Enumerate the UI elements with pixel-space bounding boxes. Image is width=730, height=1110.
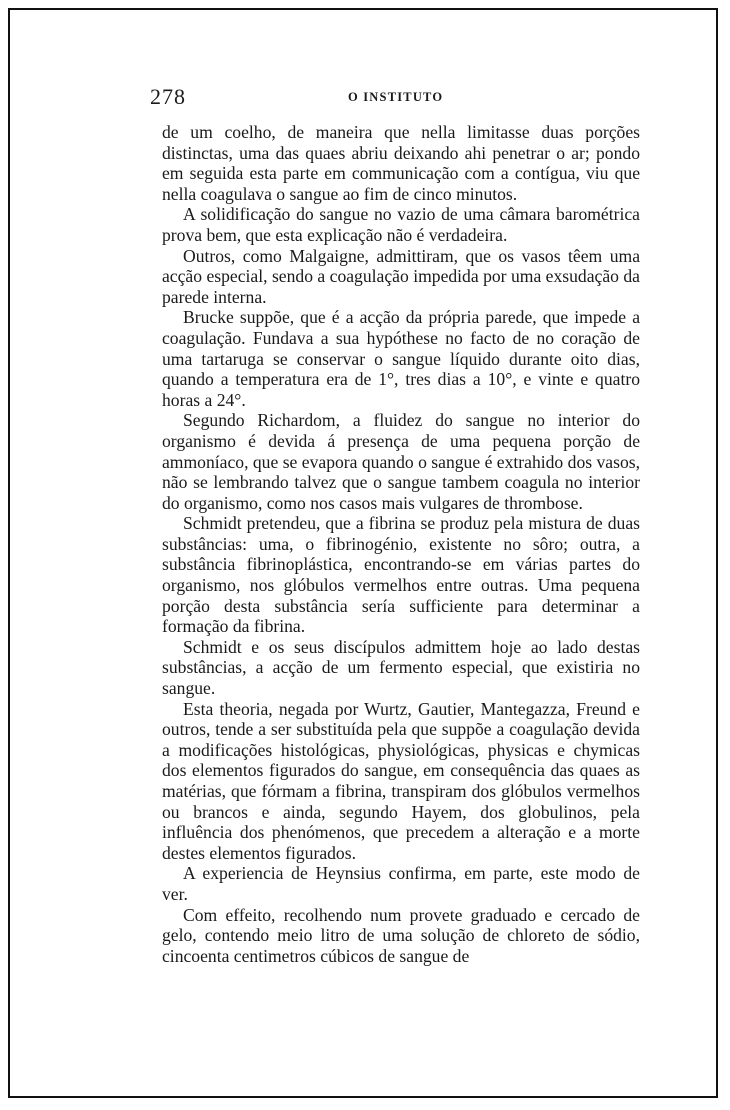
- paragraph-2: A solidificação do sangue no vazio de uma câmara barométrica prova bem, que esta explicação não é verdadeira.: [162, 204, 640, 245]
- page-header: [150, 84, 640, 108]
- paragraph-1: de um coelho, de maneira que nella limitasse duas porções distinctas, uma das quaes abriu deixando ahi penetrar o ar; pondo em seguida esta parte em communicação com a contígua, viu que nella coagulava o sangue ao fim de cinco minutos.: [162, 122, 640, 204]
- paragraph-8: Esta theoria, negada por Wurtz, Gautier, Mantegazza, Freund e outros, tende a ser substituída pela que suppõe a coagulação devida a modificações histológicas, physiológicas, physicas e chymicas dos elementos figurados do sangue, em consequência das quaes as matérias, que fórmam a fibrina, transpiram dos glóbulos vermelhos ou brancos e ainda, segundo Hayem, dos globulinos, pela influência dos phenómenos, que precedem a alteração e a morte destes elementos figurados.: [162, 698, 640, 863]
- page-number: 278: [150, 84, 186, 109]
- paragraph-5: Segundo Richardom, a fluidez do sangue no interior do organismo é devida á presença de uma pequena porção de ammoníaco, que se evapora quando o sangue é extrahido dos vasos, não se lembrando talvez que o sangue tambem coagula no interior do organismo, como nos casos mais vulgares de thrombose.: [162, 410, 640, 513]
- paragraph-10: Com effeito, recolhendo num provete graduado e cercado de gelo, contendo meio litro de uma solução de chloreto de sódio, cincoenta centimetros cúbicos de sangue de: [162, 904, 640, 966]
- paragraph-3: Outros, como Malgaigne, admittiram, que os vasos têem uma acção especial, sendo a coagulação impedida por uma exsudação da parede interna.: [162, 245, 640, 307]
- paragraph-6: Schmidt pretendeu, que a fibrina se produz pela mistura de duas substâncias: uma, o fibrinogénio, existente no sôro; outra, a substância fibrinoplástica, encontrando-se em várias partes do organismo, nos glóbulos vermelhos entre outras. Uma pequena porção desta substância sería sufficiente para determinar a formação da fibrina.: [162, 513, 640, 637]
- paragraph-4: Brucke suppõe, que é a acção da própria parede, que impede a coagulação. Fundava a sua hypóthese no facto de no coração de uma tartaruga se conservar o sangue líquido durante oito dias, quando a temperatura era de 1°, tres dias a 10°, e vinte e quatro horas a 24°.: [162, 307, 640, 410]
- running-title: O INSTITUTO: [348, 90, 444, 104]
- paragraph-7: Schmidt e os seus discípulos admittem hoje ao lado destas substâncias, a acção de um fermento especial, que existiria no sangue.: [162, 636, 640, 699]
- paragraph-9: A experiencia de Heynsius confirma, em parte, este modo de ver.: [162, 863, 640, 904]
- body-text: [162, 122, 640, 966]
